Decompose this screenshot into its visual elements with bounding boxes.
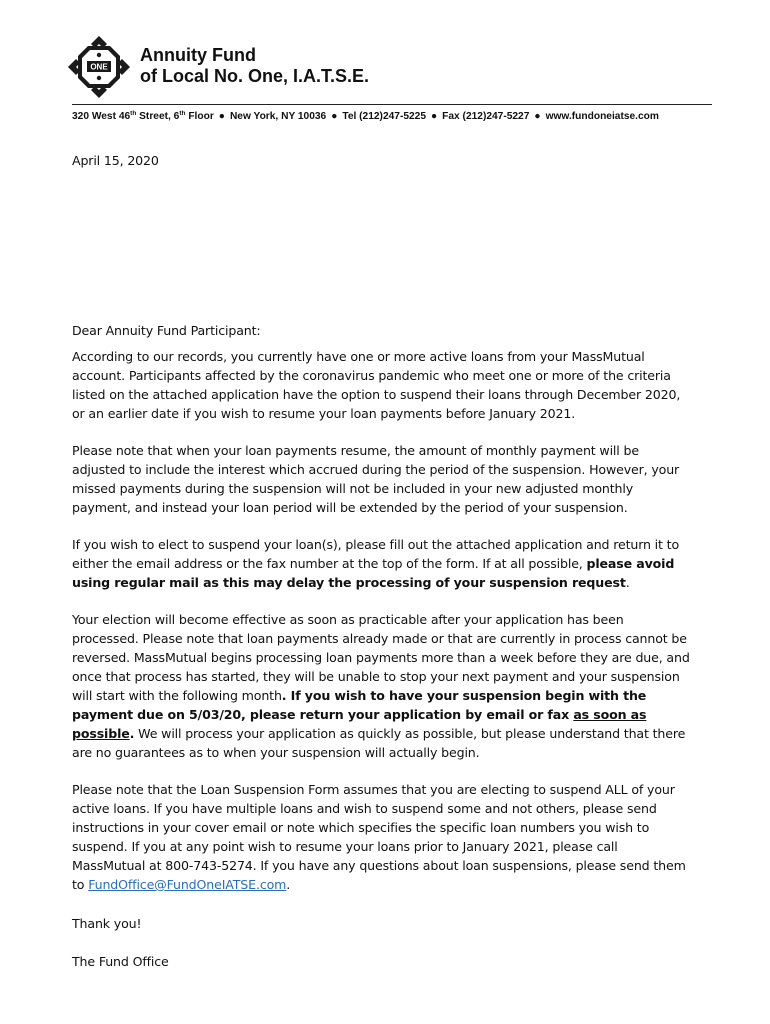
letter-body [72, 347, 692, 912]
paragraph-5 [72, 780, 692, 894]
separator: ● [534, 111, 541, 122]
address-tel: Tel (212)247-5225 [342, 111, 427, 122]
org-name-line2: of Local No. One, I.A.T.S.E. [140, 66, 370, 86]
paragraph-4-text: Your election will become effective as soon as practicable after your application has been processed. Please note that loan payments already made or that are currently in process cannot be reversed. MassMutual begins processing loan payments more than a week before they are due, and once that process has started, they will be unable to stop your next payment and your suspension will start with the following month [72, 612, 690, 703]
paragraph-1: According to our records, you currently have one or more active loans from your MassMutual account. Participants affected by the coronavirus pandemic who meet one or more of the criteria listed on the attached application have the option to suspend their loans through December 2020, or an earlier date if you wish to resume your loan payments before January 2021. [72, 349, 681, 421]
salutation: Dear Annuity Fund Participant: [72, 323, 261, 338]
paragraph-4-bold-end: . [129, 726, 135, 741]
paragraph-5-end: . [286, 877, 291, 892]
paragraph-3-end: . [625, 575, 630, 590]
closing: Thank you! [72, 916, 142, 931]
address-website: www.fundoneiatse.com [545, 111, 659, 122]
separator: ● [431, 111, 438, 122]
address-floor: Floor [185, 111, 214, 122]
separator: ● [331, 111, 338, 122]
address-city: New York, NY 10036 [229, 111, 327, 122]
paragraph-3 [72, 535, 692, 592]
address-floor-sup: th [179, 110, 186, 117]
address-street-sup: th [130, 110, 137, 117]
letterhead-address [72, 104, 712, 122]
paragraph-4-bold-dot: . [281, 688, 287, 703]
paragraph-4-text-end: We will process your application as quickly as possible, but please understand that there are no guarantees as to when your suspension will actually begin. [72, 726, 686, 760]
signature: The Fund Office [72, 954, 169, 969]
paragraph-5-text: Please note that the Loan Suspension Form assumes that you are electing to suspend ALL of your active loans. If you have multiple loans and wish to suspend some and not others, please send instructions in your cover email or note which specifies the specific loan numbers you wish to suspend. If you at any point wish to resume your loans prior to January 2021, please call MassMutual at 800-743-5274. If you have any questions about loan suspensions, please send them to [72, 782, 686, 892]
paragraph-3-text: If you wish to elect to suspend your loan(s), please fill out the attached application and return it to either the email address or the fax number at the top of the form. If at all possible, [72, 537, 680, 571]
iatse-logo-icon [66, 34, 132, 100]
org-name [140, 45, 369, 87]
address-street: 320 West 46 [72, 111, 131, 122]
paragraph-4 [72, 610, 692, 762]
fund-office-email-link[interactable]: FundOffice@FundOneIATSE.com [88, 877, 287, 892]
paragraph-4-bold: If you wish to have your suspension begin with the payment due on 5/03/20, please return your application by email or fax [72, 688, 647, 722]
logo-text: ONE [90, 62, 108, 72]
address-street-mid: Street, 6 [136, 111, 180, 122]
org-name-line1: Annuity Fund [140, 45, 256, 65]
separator: ● [218, 111, 225, 122]
letter-date: April 15, 2020 [72, 153, 159, 168]
paragraph-2: Please note that when your loan payments resume, the amount of monthly payment will be adjusted to include the interest which accrued during the period of the suspension. However, your missed payments during the suspension will not be included in your new adjusted monthly payment, and instead your loan period will be extended by the period of your suspension. [72, 443, 680, 515]
paragraph-3-bold: please avoid using regular mail as this may delay the processing of your suspension request [72, 556, 675, 590]
paragraph-4-underline: as soon as possible [72, 707, 647, 741]
address-fax: Fax (212)247-5227 [442, 111, 530, 122]
